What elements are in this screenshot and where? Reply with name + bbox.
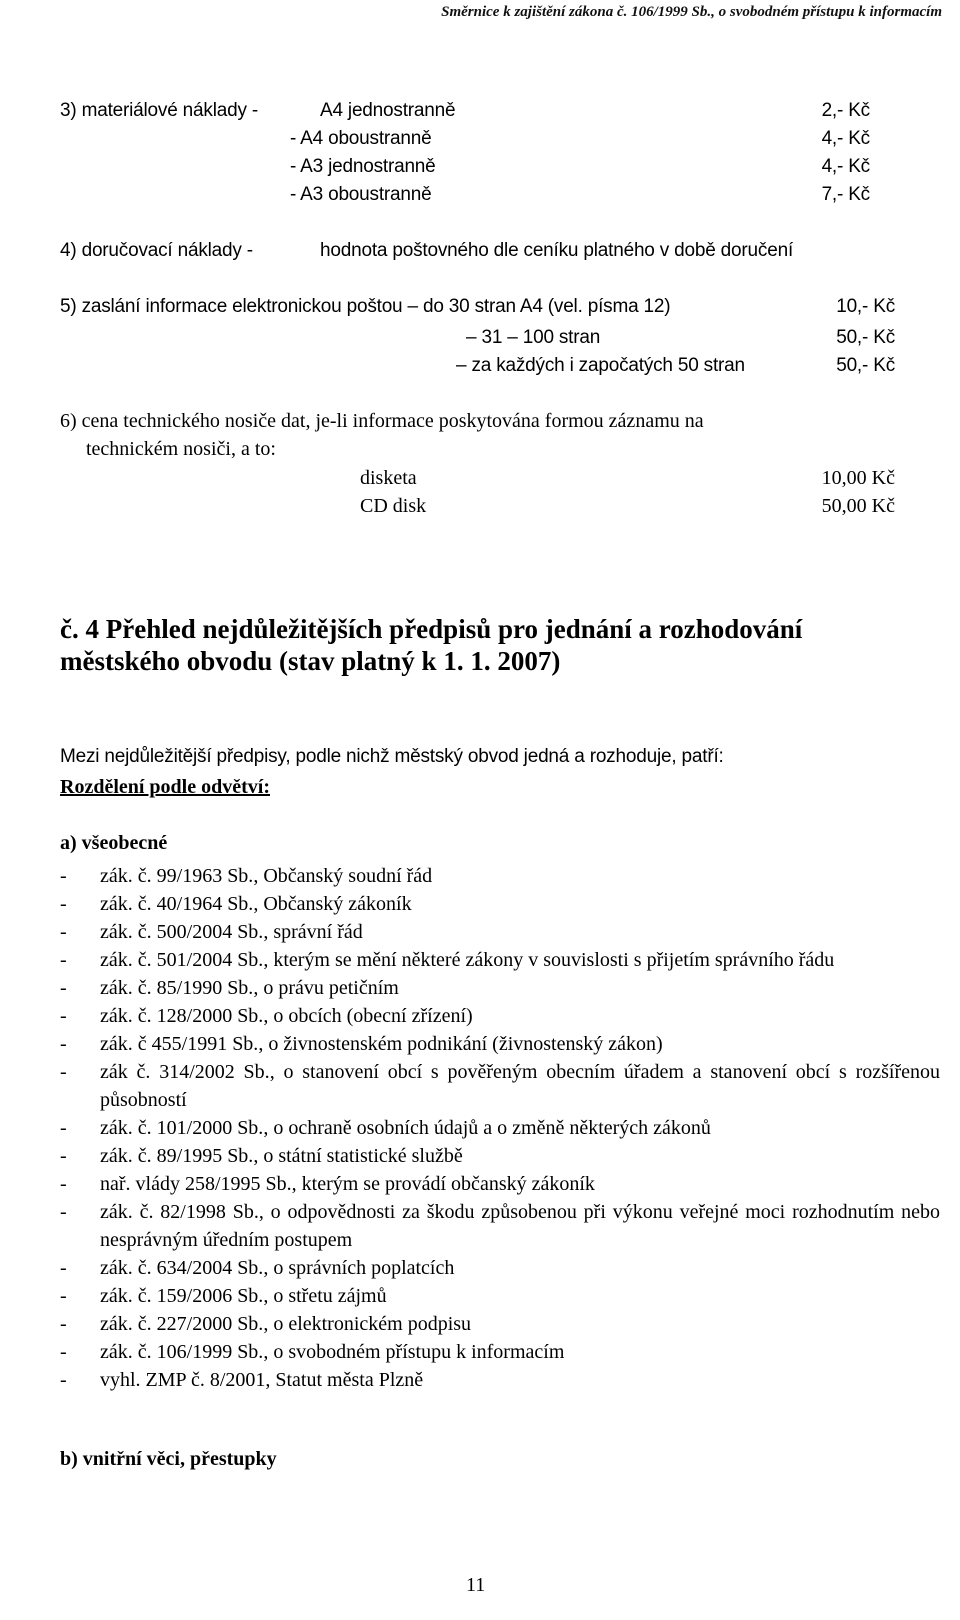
list-item: - zák. č. 82/1998 Sb., o odpovědnosti za škodu způsobenou při výkonu veřejné moci rozhodnutím nebo nesprávným úředním postupem xyxy=(60,1201,940,1251)
regulation-ref: zák. č. 85/1990 Sb. xyxy=(100,977,254,999)
regulation-ref: zák. č. 82/1998 Sb. xyxy=(100,1201,259,1223)
regulation-title: , o střetu zájmů xyxy=(263,1285,387,1307)
regulation-ref: zák. č. 128/2000 Sb. xyxy=(100,1005,264,1027)
list-item: - zák. č. 227/2000 Sb., o elektronickém podpisu xyxy=(60,1313,472,1335)
regulation-ref: zák. č. 634/2004 Sb. xyxy=(100,1257,264,1279)
list-item: - zák. č. 89/1995 Sb., o státní statistické službě xyxy=(60,1145,463,1167)
list-item: - zák. č. 501/2004 Sb., kterým se mění některé zákony v souvislosti s přijetím správního řádu xyxy=(60,949,835,971)
list-item: - zák. č. 99/1963 Sb., Občanský soudní řád xyxy=(60,865,433,887)
regulation-ref: nař. vlády 258/1995 Sb. xyxy=(100,1173,292,1195)
regulation-title: , o státní statistické službě xyxy=(253,1145,463,1167)
regulation-title: , o svobodném přístupu k informacím xyxy=(263,1341,565,1363)
email-price-1: 10,- Kč xyxy=(836,296,895,317)
division-subheading: Rozdělení podle odvětví: xyxy=(60,776,270,798)
section-b-heading: b) vnitřní věci, přestupky xyxy=(60,1448,277,1470)
list-item: - zák. č. 106/1999 Sb., o svobodném přístupu k informacím xyxy=(60,1341,565,1363)
list-item: - zák. č. 101/2000 Sb., o ochraně osobních údajů a o změně některých zákonů xyxy=(60,1117,711,1139)
material-item-3: - A3 oboustranně xyxy=(290,184,432,205)
regulation-ref: zák. č. 159/2006 Sb. xyxy=(100,1285,264,1307)
section-heading-line-1: č. 4 Přehled nejdůležitějších předpisů pro jednání a rozhodování xyxy=(60,614,803,644)
list-item: - vyhl. ZMP č. 8/2001, Statut města Plzně xyxy=(60,1369,424,1391)
regulation-ref: zák č. 314/2002 Sb. xyxy=(100,1061,270,1083)
regulation-title: , o ochraně osobních údajů a o změně některých zákonů xyxy=(263,1117,711,1139)
regulation-title: , Občanský soudní řád xyxy=(253,865,433,887)
regulation-title: , kterým se mění některé zákony v souvislosti s přijetím správního řádu xyxy=(263,949,835,971)
media-price-0: 10,00 Kč xyxy=(821,467,895,489)
email-line-3: – za každých i započatých 50 stran xyxy=(456,355,745,376)
regulation-title: , o elektronickém podpisu xyxy=(263,1313,472,1335)
section-a-heading: a) všeobecné xyxy=(60,832,168,854)
material-price-1: 4,- Kč xyxy=(821,128,870,149)
regulation-title: , o právu petičním xyxy=(253,977,399,999)
list-item: - nař. vlády 258/1995 Sb., kterým se provádí občanský zákoník xyxy=(60,1173,595,1195)
regulations-list xyxy=(60,862,940,1394)
material-costs-label: 3) materiálové náklady - xyxy=(60,100,258,121)
list-item: - zák. č. 85/1990 Sb., o právu petičním xyxy=(60,977,399,999)
material-item-1: - A4 oboustranně xyxy=(290,128,432,149)
regulation-title: , kterým se provádí občanský zákoník xyxy=(291,1173,595,1195)
list-item: - zák. č. 634/2004 Sb., o správních poplatcích xyxy=(60,1257,455,1279)
material-price-2: 4,- Kč xyxy=(821,156,870,177)
regulation-ref: zák. č. 106/1999 Sb. xyxy=(100,1341,264,1363)
regulation-ref: zák. č. 500/2004 Sb. xyxy=(100,921,264,943)
media-line-2: technickém nosiči, a to: xyxy=(86,438,276,460)
material-item-2: - A3 jednostranně xyxy=(290,156,436,177)
regulation-ref: vyhl. ZMP č. 8/2001 xyxy=(100,1369,266,1391)
regulation-ref: zák. č. 40/1964 Sb. xyxy=(100,893,254,915)
delivery-costs-text: hodnota poštovného dle ceníku platného v době doručení xyxy=(320,240,794,261)
regulation-title: , o obcích (obecní zřízení) xyxy=(263,1005,473,1027)
regulation-ref: zák. č. 501/2004 Sb. xyxy=(100,949,264,971)
regulation-title: , o stanovení obcí s pověřeným obecním úřadem a stanovení obcí s rozšířenou působností xyxy=(100,1061,940,1111)
delivery-costs-label: 4) doručovací náklady - xyxy=(60,240,253,261)
email-price-2: 50,- Kč xyxy=(836,327,895,348)
email-price-3: 50,- Kč xyxy=(836,355,895,376)
regulation-title: , Občanský zákoník xyxy=(253,893,412,915)
list-item: - zák. č. 128/2000 Sb., o obcích (obecní zřízení) xyxy=(60,1005,473,1027)
intro-text: Mezi nejdůležitější předpisy, podle nichž městský obvod jedná a rozhoduje, patří: xyxy=(60,746,724,767)
email-line-2: – 31 – 100 stran xyxy=(466,327,601,348)
regulation-title: , správní řád xyxy=(263,921,363,943)
list-item: - zák č. 314/2002 Sb., o stanovení obcí s pověřeným obecním úřadem a stanovení obcí s rozšířenou působností xyxy=(60,1061,940,1111)
material-item-0: A4 jednostranně xyxy=(320,100,456,121)
list-item: - zák. č 455/1991 Sb., o živnostenském podnikání (živnostenský zákon) xyxy=(60,1033,663,1055)
section-heading-line-2: městského obvodu (stav platný k 1. 1. 2007) xyxy=(60,646,561,676)
material-price-0: 2,- Kč xyxy=(821,100,870,121)
regulation-ref: zák. č. 99/1963 Sb. xyxy=(100,865,254,887)
list-item: - zák. č. 159/2006 Sb., o střetu zájmů xyxy=(60,1285,387,1307)
media-line-1: 6) cena technického nosiče dat, je-li informace poskytována formou záznamu na xyxy=(60,410,704,432)
email-line-1: 5) zaslání informace elektronickou poštou – do 30 stran A4 (vel. písma 12) xyxy=(60,296,671,317)
material-price-3: 7,- Kč xyxy=(821,184,870,205)
regulation-ref: zák. č. 101/2000 Sb. xyxy=(100,1117,264,1139)
regulation-title: , o správních poplatcích xyxy=(263,1257,455,1279)
list-item: - zák. č. 40/1964 Sb., Občanský zákoník xyxy=(60,893,412,915)
running-header: Směrnice k zajištění zákona č. 106/1999 Sb., o svobodném přístupu k informacím xyxy=(441,4,942,20)
regulation-ref: zák. č. 89/1995 Sb. xyxy=(100,1145,254,1167)
regulation-ref: zák. č. 227/2000 Sb. xyxy=(100,1313,264,1335)
list-item: - zák. č. 500/2004 Sb., správní řád xyxy=(60,921,363,943)
media-price-1: 50,00 Kč xyxy=(821,495,895,517)
regulation-title: , o odpovědnosti za škodu způsobenou při výkonu veřejné moci rozhodnutím nebo nesprávným úředním postupem xyxy=(100,1201,940,1251)
regulation-ref: zák. č 455/1991 Sb. xyxy=(100,1033,259,1055)
media-item-0: disketa xyxy=(360,467,417,489)
regulation-title: , Statut města Plzně xyxy=(265,1369,424,1391)
regulation-title: , o živnostenském podnikání (živnostenský zákon) xyxy=(258,1033,663,1055)
media-item-1: CD disk xyxy=(360,495,427,517)
page-number: 11 xyxy=(466,1574,486,1596)
